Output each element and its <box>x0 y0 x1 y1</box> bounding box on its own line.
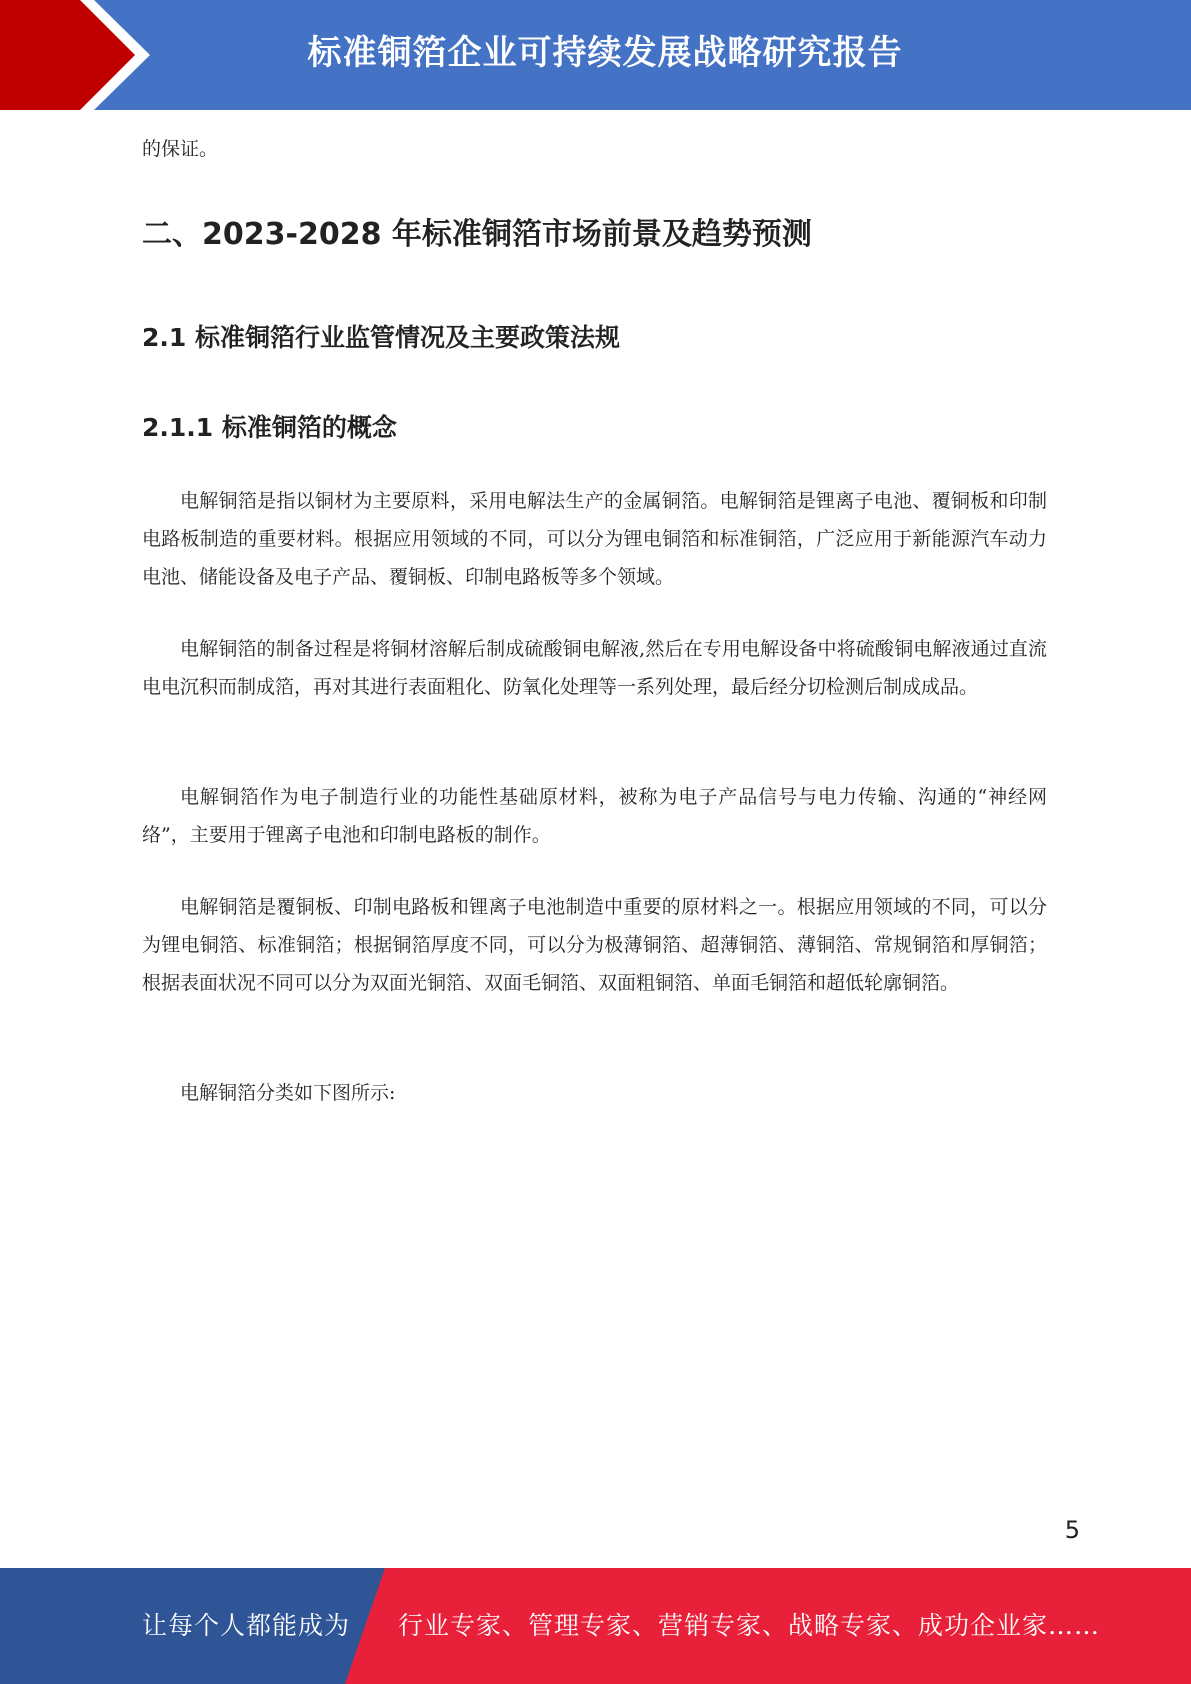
footer-slogan-right: 行业专家、管理专家、营销专家、战略专家、成功企业家…… <box>398 1611 1101 1640</box>
header-title: 标准铜箔企业可持续发展战略研究报告 <box>307 33 903 73</box>
paragraph-classification: 电解铜箔是覆铜板、印制电路板和锂离子电池制造中重要的原材料之一。根据应用领域的不同，可以分为锂电铜箔、标准铜箔；根据铜箔厚度不同，可以分为极薄铜箔、超薄铜箔、薄铜箔、常规铜箔和厚铜箔；根据表面状况不同可以分为双面光铜箔、双面毛铜箔、双面粗铜箔、单面毛铜箔和超低轮廓铜箔。 <box>142 896 1047 994</box>
paragraph-figure-intro: 电解铜箔分类如下图所示: <box>180 1082 396 1104</box>
subsubsection-heading: 2.1.1 标准铜箔的概念 <box>142 413 397 442</box>
section-heading: 二、2023-2028 年标准铜箔市场前景及趋势预测 <box>142 217 812 252</box>
footer-banner <box>0 1568 1191 1684</box>
header-banner <box>0 0 1191 110</box>
page-number: 5 <box>1064 1516 1080 1544</box>
subsection-heading: 2.1 标准铜箔行业监管情况及主要政策法规 <box>142 323 620 352</box>
paragraph-definition: 电解铜箔是指以铜材为主要原料，采用电解法生产的金属铜箔。电解铜箔是锂离子电池、覆铜板和印制电路板制造的重要材料。根据应用领域的不同，可以分为锂电铜箔和标准铜箔，广泛应用于新能源汽车动力电池、储能设备及电子产品、覆铜板、印制电路板等多个领域。 <box>142 490 1047 588</box>
footer-slogan-left: 让每个人都能成为 <box>142 1611 351 1640</box>
document-body <box>142 130 1047 1104</box>
continuation-text: 的保证。 <box>142 138 219 160</box>
paragraph-role: 电解铜箔作为电子制造行业的功能性基础原材料，被称为电子产品信号与电力传输、沟通的“神经网络”，主要用于锂离子电池和印制电路板的制作。 <box>142 786 1047 846</box>
paragraph-process: 电解铜箔的制备过程是将铜材溶解后制成硫酸铜电解液,然后在专用电解设备中将硫酸铜电解液通过直流电电沉积而制成箔，再对其进行表面粗化、防氧化处理等一系列处理，最后经分切检测后制成成品。 <box>142 638 1047 698</box>
